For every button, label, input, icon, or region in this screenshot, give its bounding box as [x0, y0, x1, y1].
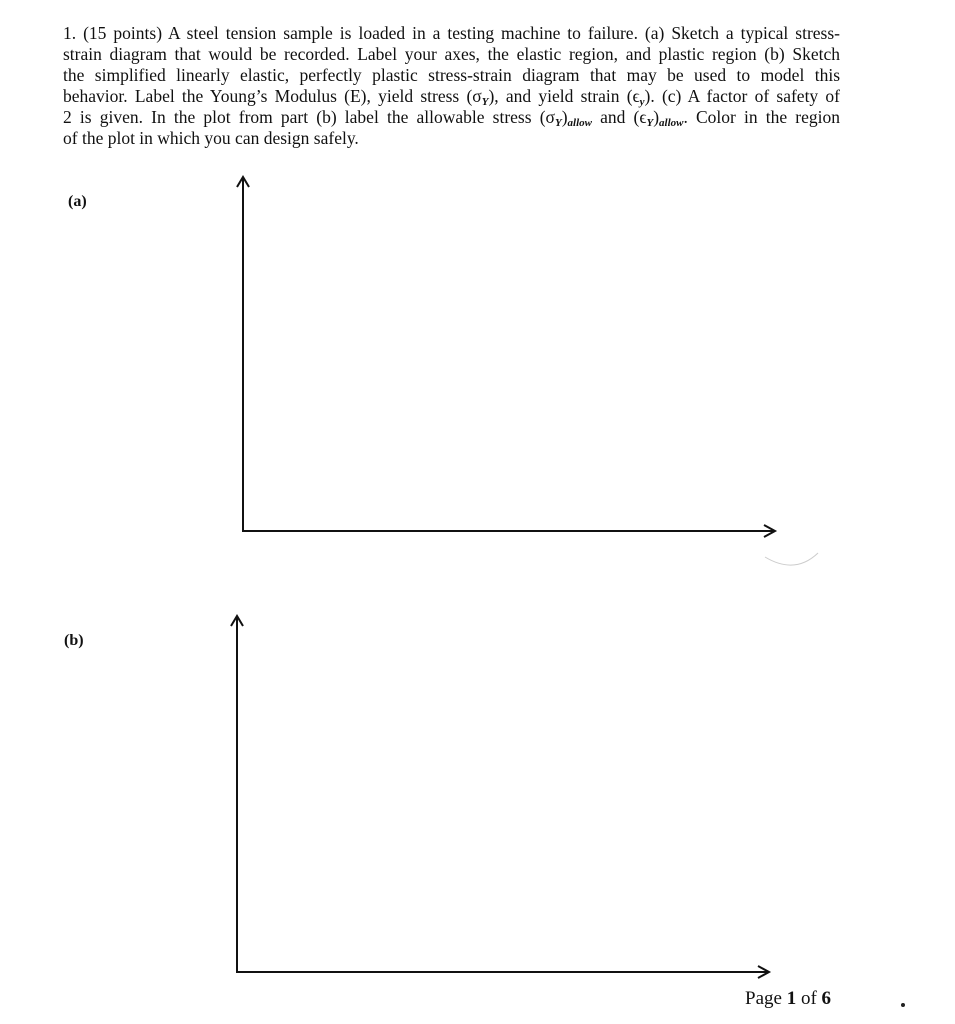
- axes-b: [231, 616, 769, 978]
- part-b-label: (b): [64, 632, 84, 649]
- scan-mark: [765, 553, 818, 565]
- question-line: 2 is given. In the plot from part (b) label the allowable stress $(\sigma_Y)_{allow}$ and $(\epsilon_Y)_{allow}$. Color in the region: [63, 107, 841, 129]
- question-line: of the plot in which you can design safely.: [63, 128, 359, 148]
- scan-dot: [901, 1003, 905, 1007]
- question-line: the simplified linearly elastic, perfectly plastic stress-strain diagram that may be used to model this: [63, 65, 840, 85]
- page-number: Page 1 of 6: [745, 988, 832, 1009]
- question-line: behavior. Label the Young’s Modulus (E), yield stress $(\sigma_Y)$, and yield strain $(\epsilon_y)$. (c) A factor of safety of: [63, 86, 840, 108]
- part-a-label: (a): [68, 193, 87, 210]
- axes-a: [237, 177, 775, 537]
- question-line: 1. (15 points) A steel tension sample is loaded in a testing machine to failure. (a) Sketch a typical stress-: [63, 23, 840, 43]
- question-line: strain diagram that would be recorded. Label your axes, the elastic region, and plastic region (b) Sketch: [63, 44, 840, 64]
